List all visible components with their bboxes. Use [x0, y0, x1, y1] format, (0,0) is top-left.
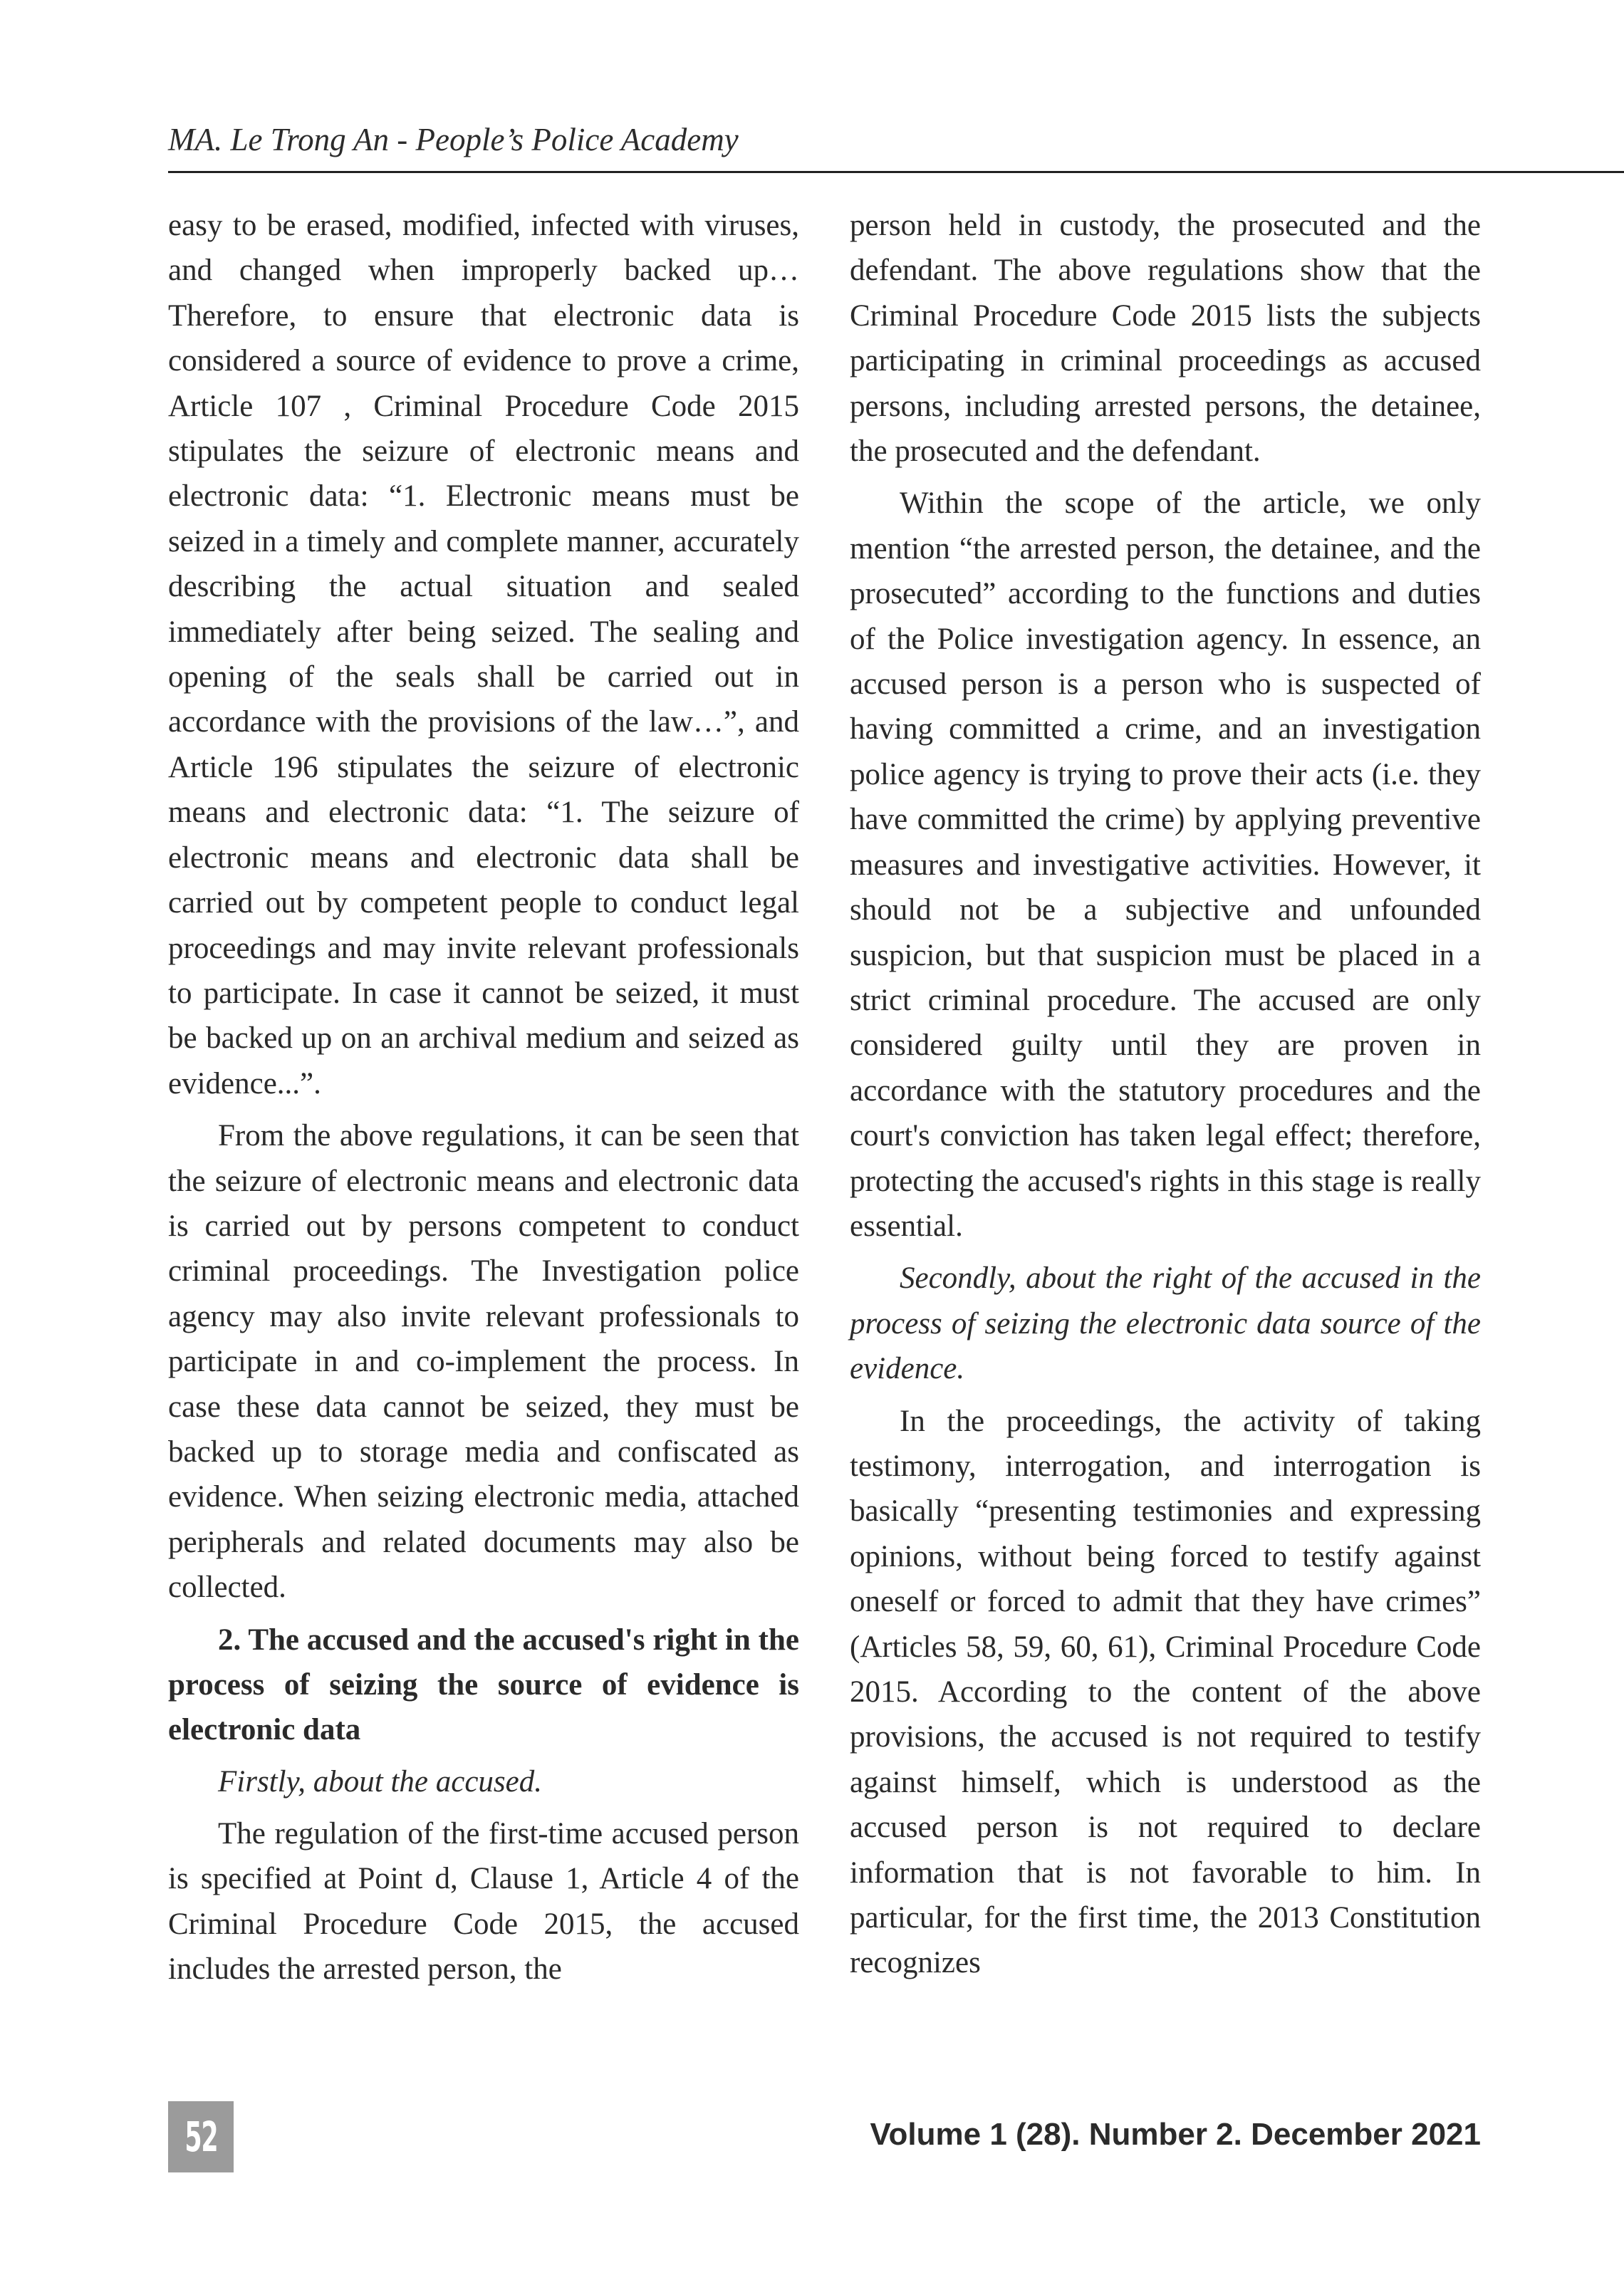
right-column [850, 203, 1481, 1993]
right-paragraph-2: Within the scope of the article, we only mention “the arrested person, the detainee, and the prosecuted” according to the functions and duties of the Police investigation agency. In essence, an accused person is a person who is suspected of having committed a crime, and an investigation police agency is trying to prove their acts (i.e. they have committed the crime) by applying preventive measures and investigative activities. However, it should not be a subjective and unfounded suspicion, but that suspicion must be placed in a strict criminal procedure. The accused are only considered guilty until they are proven in accordance with the statutory procedures and the court's conviction has taken legal effect; therefore, protecting the accused's rights in this stage is really essential. [850, 486, 1481, 1243]
left-paragraph-2: From the above regulations, it can be seen that the seizure of electronic means and electronic data is carried out by persons competent to conduct criminal proceedings. The Investigation police agency may also invite relevant professionals to participate in and co-implement the process. In case these data cannot be seized, they must be backed up to storage media and confiscated as evidence. When seizing electronic media, attached peripherals and related documents may also be collected. [168, 1119, 799, 1605]
right-subheading: Secondly, about the right of the accused in the process of seizing the electronic data source of the evidence. [850, 1261, 1481, 1386]
page-number-box [168, 2101, 234, 2172]
left-subheading: Firstly, about the accused. [218, 1764, 543, 1799]
left-paragraph-3: The regulation of the first-time accused person is specified at Point d, Clause 1, Article 4 of the Criminal Procedure Code 2015, the accused includes the arrested person, the [168, 1817, 799, 1987]
left-column [168, 203, 799, 1999]
right-paragraph-1: person held in custody, the prosecuted and the defendant. The above regulations show that the Criminal Procedure Code 2015 lists the subjects participating in criminal proceedings as accused persons, including arrested persons, the detainee, the prosecuted and the defendant. [850, 209, 1481, 469]
right-paragraph-3: In the proceedings, the activity of taking testimony, interrogation, and interrogation is basically “presenting testimonies and expressing opinions, without being forced to testify against oneself or forced to admit that they have crimes” (Articles 58, 59, 60, 61), Criminal Procedure Code 2015. According to the content of the above provisions, the accused is not required to testify against himself, which is understood as the accused person is not required to declare information that is not favorable to him. In particular, for the first time, the 2013 Constitution recognizes [850, 1404, 1481, 1980]
page-number: 52 [184, 2113, 218, 2161]
running-head: MA. Le Trong An - People’s Police Academy [168, 122, 739, 157]
volume-footer: Volume 1 (28). Number 2. December 2021 [870, 2117, 1481, 2152]
section-heading: 2. The accused and the accused's right in the process of seizing the source of evidence is electronic data [168, 1623, 799, 1747]
left-paragraph-1: easy to be erased, modified, infected with viruses, and changed when improperly backed up… Therefore, to ensure that electronic data is considered a source of evidence to prove a crime, Article 107 , Criminal Procedure Code 2015 stipulates the seizure of electronic means and electronic data: “1. Electronic means must be seized in a timely and complete manner, accurately describing the actual situation and sealed immediately after being seized. The sealing and opening of the seals shall be carried out in accordance with the provisions of the law…”, and Article 196 stipulates the seizure of electronic means and electronic data: “1. The seizure of electronic means and electronic data shall be carried out by competent people to conduct legal proceedings and may invite relevant professionals to participate. In case it cannot be seized, it must be backed up on an archival medium and seized as evidence...”. [168, 209, 799, 1100]
header-rule [168, 171, 1624, 173]
